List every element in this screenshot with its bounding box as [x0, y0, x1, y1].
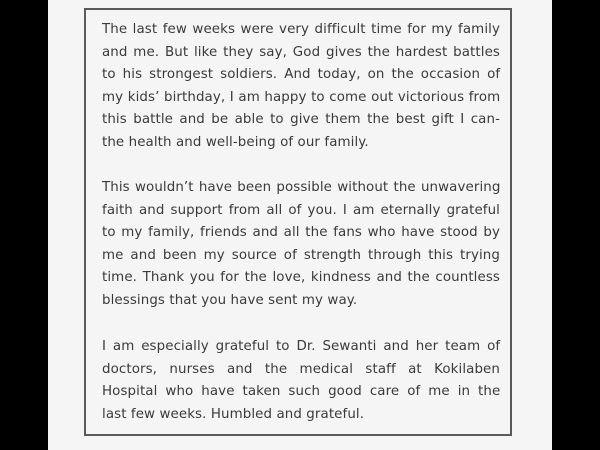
paragraph-2-line-1: This wouldn’t have been possible without the unwavering [102, 180, 501, 195]
paragraph-1 [102, 19, 500, 155]
paragraph-2-line-6: blessings that you have sent my way. [102, 292, 358, 308]
letter-page [48, 0, 552, 450]
paragraph-3-line-3: Hospital who have taken such good care of me in the [102, 384, 501, 400]
paragraph-2-line-3: to my family, friends and all the fans who have stood by [102, 225, 500, 241]
paragraph-1-line-1: The last few weeks were very difficult time for my family [102, 22, 500, 37]
paragraph-2-line-5: time. Thank you for the love, kindness and the countless [102, 270, 500, 286]
paragraph-2 [102, 177, 500, 313]
paragraph-3 [102, 336, 500, 426]
paragraph-3-line-2: doctors, nurses and the medical staff at Kokilaben [102, 361, 500, 377]
paragraph-3-line-1: I am especially grateful to Dr. Sewanti and her team of [102, 339, 501, 354]
paragraph-1-line-4: my kids’ birthday, I am happy to come out victorious from [102, 89, 501, 105]
paragraph-2-line-4: me and been my source of strength through this trying [102, 247, 500, 263]
letter-frame [84, 8, 512, 436]
paragraph-1-line-5: this battle and be able to give them the best gift I can- [102, 112, 500, 128]
paragraph-1-line-6: the health and well-being of our family. [102, 134, 369, 150]
paragraph-2-line-2: faith and support from all of you. I am eternally grateful [102, 202, 500, 218]
paragraph-1-line-3: to his strongest soldiers. And today, on the occasion of [102, 67, 501, 83]
paragraph-3-line-4: last few weeks. Humbled and grateful. [102, 406, 365, 422]
paragraph-1-line-2: and me. But like they say, God gives the hardest battles [102, 44, 500, 60]
